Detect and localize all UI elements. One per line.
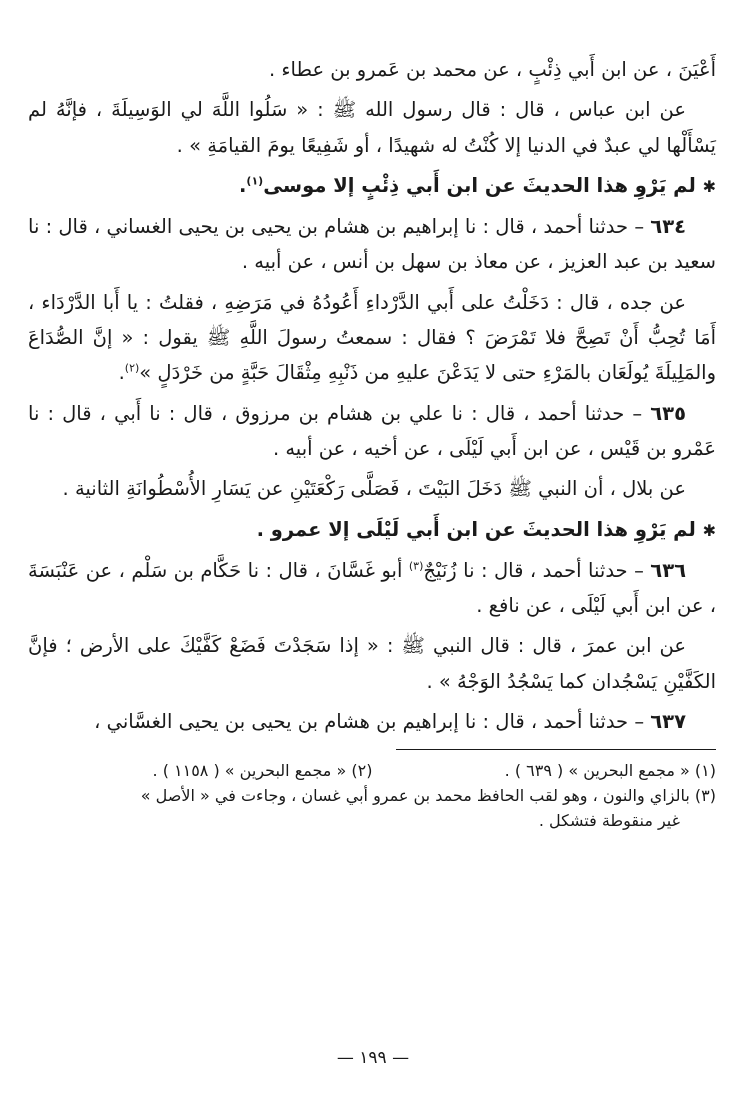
hadith-isnad-637 — [28, 704, 716, 739]
narration-note-633 — [28, 168, 716, 204]
hadith-number: ٦٣٧ — [650, 710, 686, 734]
isnad-text: حدثنا أحمد ، قال : نا إبراهيم بن هشام بن يحيى بن يحيى الغسَّاني ، — [94, 710, 629, 734]
asterisk-icon: ✱ — [702, 176, 716, 196]
hadith-matn-633: عن ابن عباس ، قال : قال رسول الله ﷺ : « سَلُوا اللَّهَ لي الوَسِيلَةَ ، فإنَّهُ لم يَسْأَلْها لي عبدٌ في الدنيا إلا كُنْتُ له شهيدًا ، أو شَفِيعًا يومَ القيامَةِ » . — [28, 98, 716, 157]
main-text — [28, 52, 716, 739]
end-period: . — [118, 361, 125, 385]
footnote-marker-3[interactable]: (٣) — [408, 559, 424, 573]
footnote-3-label: (٣) — [694, 786, 716, 806]
footnote-row-1-2 — [28, 758, 716, 783]
text-line: أَعْيَنَ ، عن ابن أَبي ذِئْبٍ ، عن محمد بن عَمرو بن عطاء . — [268, 58, 716, 81]
hadith-isnad-634 — [28, 209, 716, 280]
footnotes — [28, 758, 716, 833]
dash: – — [634, 710, 645, 734]
hadith-matn-635: عن بلال ، أن النبي ﷺ دَخَلَ البَيْتَ ، فَصَلَّى رَكْعَتَيْنِ عن يَسَارِ الأُسْطُوانَةِ الثانية . — [62, 477, 686, 501]
note-text: لم يَرْوِ هذا الحديثَ عن ابن أَبي لَيْلَى إلا عمرو . — [256, 517, 696, 541]
footnote-2: « مجمع البحرين » ( ١١٥٨ ) . — [152, 761, 347, 781]
end-period: . — [239, 173, 247, 197]
note-text: لم يَرْوِ هذا الحديثَ عن ابن أَبي ذِئْبٍ إلا موسى — [263, 173, 696, 197]
dash: – — [634, 558, 644, 582]
matn-text: عن جده ، قال : دَخَلْتُ على أَبي الدَّرْداءِ أَعُودُهُ في مَرَضِهِ ، فقلتُ : يا أَبا الدَّرْدَاء ، أَمَا تُحِبُّ أَنْ تَصِحَّ فلا تَمْرَضَ ؟ فقال : سمعتُ رسولَ اللَّهِ ﷺ يقول : « إنَّ الصُّدَاعَ والمَلِيلَةَ يُولَعَان بالمَرْءِ حتى لا يَدَعْنَ عليهِ من ذَنْبِهِ مِثْقَالَ حَبَّةٍ من خَرْدَلٍ » — [28, 290, 716, 385]
hadith-isnad-636 — [28, 553, 716, 624]
footnote-3: بالزاي والنون ، وهو لقب الحافظ محمد بن عمرو أبي غسان ، وجاءت في « الأصل » — [140, 786, 690, 806]
footnote-3-continued: غير منقوطة فتشكل . — [538, 811, 680, 831]
footnote-marker-2[interactable]: (٢) — [124, 361, 140, 375]
hadith-number: ٦٣٥ — [650, 401, 686, 425]
isnad-text: حدثنا أحمد ، قال : نا إبراهيم بن هشام بن يحيى بن يحيى الغساني ، قال : نا سعيد بن عبد العزيز ، عن معاذ بن سهل بن أنس ، عن أبيه . — [28, 215, 716, 274]
footnote-row-3 — [28, 783, 716, 808]
dash: – — [634, 215, 645, 239]
footnote-1-label: (١) — [694, 761, 716, 781]
footnote-divider — [396, 749, 716, 750]
asterisk-icon: ✱ — [702, 520, 716, 540]
isnad-text-b: أبو غَسَّانَ ، قال : نا حَكَّام بن سَلْم ، عن عَنْبَسَةَ ، عن ابن أَبي لَيْلَى ، عن نافع . — [28, 558, 716, 618]
page-number: — ١٩٩ — — [336, 1048, 410, 1068]
hadith-number: ٦٣٤ — [650, 215, 687, 239]
hadith-number: ٦٣٦ — [650, 558, 687, 582]
footnote-1: « مجمع البحرين » ( ٦٣٩ ) . — [504, 761, 690, 781]
isnad-text-a: حدثنا أحمد ، قال : نا زُنَيْجٌ — [423, 558, 628, 582]
hadith-matn-636: عن ابن عمرَ ، قال : قال النبي ﷺ : « إذا سَجَدْتَ فَضَعْ كَفَّيْكَ على الأرض ؛ فإنَّ الكَفَّيْنِ يَسْجُدان كما يَسْجُدُ الوَجْهُ » . — [28, 634, 716, 693]
dash: – — [632, 401, 643, 425]
footnote-2-label: (٢) — [351, 761, 373, 781]
narration-note-635 — [28, 512, 716, 548]
hadith-matn-634 — [28, 285, 716, 391]
hadith-isnad-635 — [28, 396, 716, 467]
isnad-text: حدثنا أحمد ، قال : نا علي بن هشام بن مرزوق ، قال : نا أَبي ، قال : نا عَمْرو بن قَيْس ، عن ابن أَبي لَيْلَى ، عن أخيه ، عن أبيه . — [28, 401, 716, 460]
footnote-marker-1[interactable]: (١) — [246, 174, 264, 188]
